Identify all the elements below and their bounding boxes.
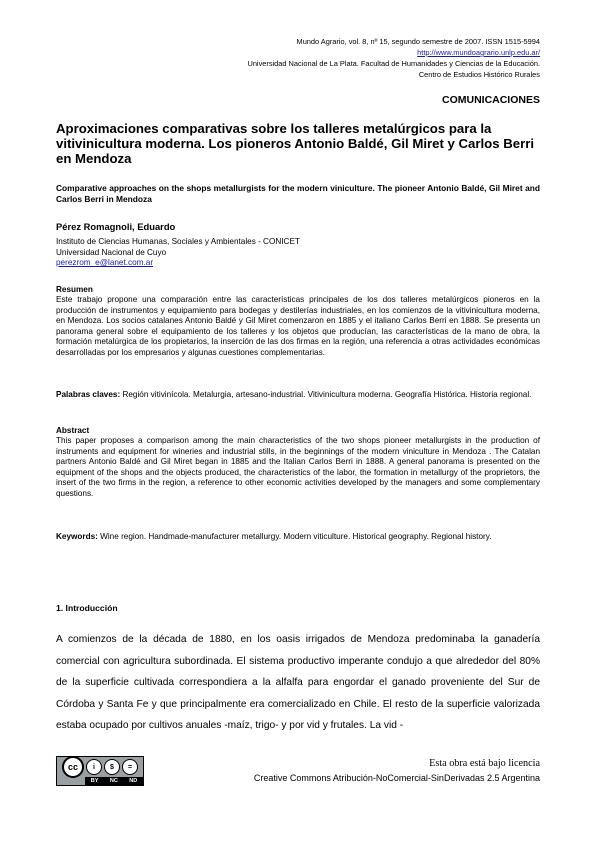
keywords-label: Keywords: [56,532,98,541]
affiliation-line-2: Universidad Nacional de Cuyo [56,247,167,257]
center-line: Centro de Estudios Histórico Rurales [418,70,540,79]
intro-heading: 1. Introducción [56,603,118,613]
palabras-clave-text: Región vitivinícola. Metalurgia, artesano-industrial. Vitivinicultura moderna. Geografía Histórica. Historia regional. [120,390,532,399]
abstract-heading: Abstract [56,426,90,435]
resumen-text: Este trabajo propone una comparación entre las características principales de los dos talleres metalúrgicos pioneros en la producción de instrumentos y equipamiento para bodegas y destilerías industriales, en los comienzos de la vitivinicultura moderna, en Mendoza. Los socios catalanes Antonio Baldé y Gil Miret comenzaron en 1885 y el italiano Carlos Berri en 1888. Se presenta un panorama general sobre el equipamiento de los talleres y los objetos que producían, las características de la mano de obra, la formación metalúrgica de los propietarios, la inserción de las dos firmas en la región, una referencia a otras actividades económicas desarrolladas por los empresarios y algunas cuestiones complementarias. [56,295,540,357]
keywords [56,532,540,543]
citation-line: Mundo Agrario, vol. 8, nº 15, segundo semestre de 2007. ISSN 1515-5994 [296,37,540,46]
author-affiliation [56,237,300,269]
journal-header [247,36,540,80]
keywords-text: Wine region. Handmade-manufacturer metallurgy. Modern viticulture. Historical geography. Regional history. [97,532,492,541]
cc-license-badge[interactable] [56,756,144,786]
journal-url-link[interactable]: http://www.mundoagrario.unlp.edu.ar/ [417,48,540,57]
cc-badge-labels [85,777,143,785]
resumen-heading: Resumen [56,285,93,294]
cc-badge-icons [57,757,143,777]
nc-label: NC [109,778,118,784]
article-subtitle: Comparative approaches on the shops metallurgists for the modern viniculture. The pioneer Antonio Baldé, Gil Miret and Carlos Berri in Mendoza [56,183,540,204]
attribution-icon: i [86,759,102,775]
author-name: Pérez Romagnoli, Eduardo [56,221,176,232]
article-title: Aproximaciones comparativas sobre los talleres metalúrgicos para la vitivinicultura moderna. Los pioneros Antonio Baldé, Gil Miret y Carlos Berri en Mendoza [56,121,535,166]
intro-text: A comienzos de la década de 1880, en los oasis irrigados de Mendoza predominaba la ganadería comercial con agricultura subordinada. El sistema productivo imperante condujo a que alrededor del 80% de la superficie cultivada correspondiera a la alfalfa para engordar el ganado proveniente del Sur de Córdoba y Santa Fe y que principalmente era comercializado en Chile. El resto de la superficie valorizada estaba ocupado por cultivos anuales -maíz, trigo- y por vid y frutales. La vid - [56,634,540,731]
author-email-link[interactable]: perezrom_e@lanet.com.ar [56,258,154,267]
license-line-1: Esta obra está bajo licencia [429,758,540,769]
license-line-2[interactable]: Creative Commons Atribución-NoComercial-SinDerivadas 2.5 Argentina [253,773,540,783]
abstract-text: This paper proposes a comparison among the main characteristics of the two shops pioneer metallurgists in the production of instruments and equipment for wineries and industrial stills, in the beginnings of the modern viniculture in Mendoza . The Catalan partners Antonio Baldé and Gil Miret began in 1885 and the Italian Carlos Berri in 1888. A general panorama is presented on the equipment of the shops and the objects produced, the characteristics of the labor, the formation in metallurgy of the proprietors, the insert of the two firms in the region, a reference to other economic activities developed by the managers and some complementary questions. [56,436,540,498]
palabras-clave-label: Palabras claves: [56,390,121,399]
institution-line: Universidad Nacional de La Plata. Facultad de Humanidades y Ciencias de la Educación. [247,59,540,68]
section-label: COMUNICACIONES [441,94,540,106]
palabras-clave [56,390,540,401]
nd-label: ND [129,778,138,784]
noderivatives-icon: = [122,759,138,775]
noncommercial-icon: $ [104,759,120,775]
by-label: BY [90,778,99,784]
affiliation-line-1: Instituto de Ciencias Humanas, Sociales y Ambientales - CONICET [56,237,300,246]
cc-icon: cc [62,756,84,778]
